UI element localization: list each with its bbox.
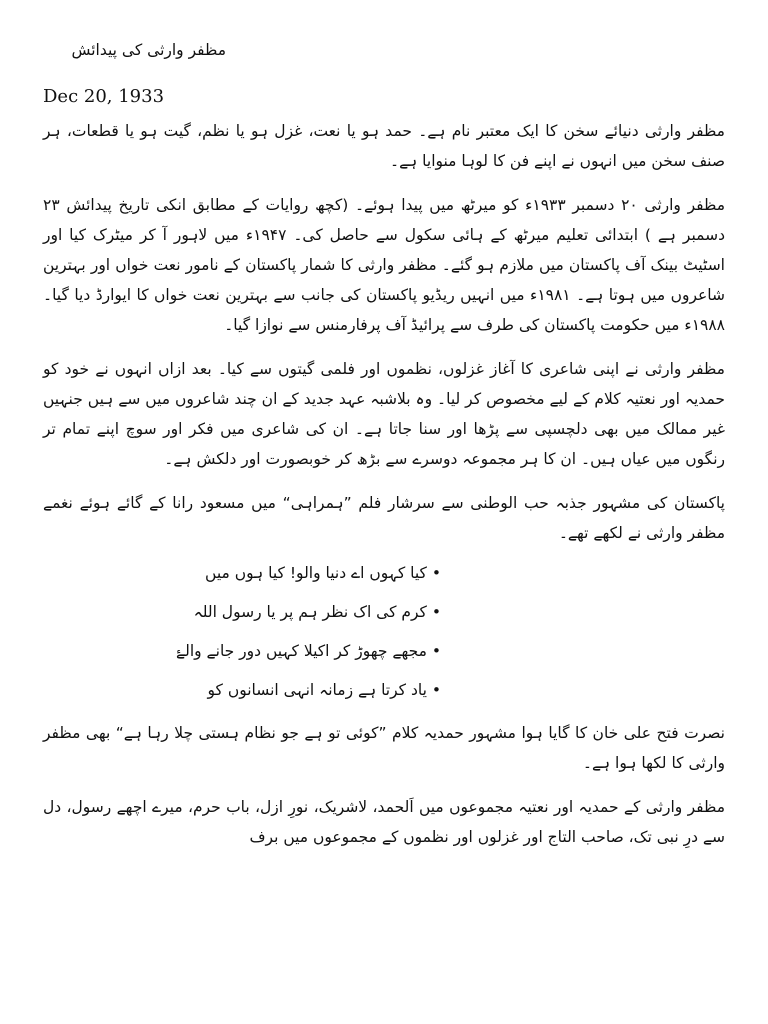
birth-date: Dec 20, 1933 [43,86,165,107]
paragraph-film-songs: پاکستان کی مشہور جذبہ حب الوطنی سے سرشار فلم ”ہمراہی“ میں مسعود رانا کے گائے ہوئے نغمے مظفر وارثی نے لکھے تھے۔ [43,494,725,542]
paragraph-nusrat: نصرت فتح علی خان کا گایا ہوا مشہور حمدیہ کلام ”کوئی تو ہے جو نظام ہستی چلا رہا ہے“ بھی مظفر وارثی کا لکھا ہوا ہے۔ [43,724,725,772]
article-title: مظفر وارثی کی پیدائش [71,41,226,59]
list-item: • یاد کرتا ہے زمانہ انہی انسانوں کو [207,681,441,699]
paragraph-poetry: مظفر وارثی نے اپنی شاعری کا آغاز غزلوں، نظموں اور فلمی گیتوں سے کیا۔ بعد ازاں انہوں نے خود کو حمدیہ اور نعتیہ کلام کے لیے مخصوص کر لیا۔ وہ بلاشبہ عہد جدید کے ان چند شاعروں میں سے ہیں جنہیں غیر ممالک میں بھی دلچسپی سے پڑھا اور سنا جاتا ہے۔ ان کی شاعری میں فکر اور سوچ اپنے تمام تر رنگوں میں عیاں ہیں۔ ان کا ہر مجموعہ دوسرے سے بڑھ کر خوبصورت اور دلکش ہے۔ [43,360,725,468]
list-item: • کرم کی اک نظر ہم پر یا رسول اللہ [193,603,441,621]
list-item: • کیا کہوں اے دنیا والو! کیا ہوں میں [205,564,441,582]
paragraph-intro: مظفر وارثی دنیائے سخن کا ایک معتبر نام ہے۔ حمد ہو یا نعت، غزل ہو یا نظم، گیت ہو یا قطعات، ہر صنف سخن میں انہوں نے اپنے فن کا لوہا منوایا ہے۔ [43,122,725,170]
list-item: • مجھے چھوڑ کر اکیلا کہیں دور جانے والۓ [176,642,441,660]
article [43,40,725,866]
song-list [43,562,725,701]
paragraph-collections: مظفر وارثی کے حمدیہ اور نعتیہ مجموعوں میں اَلحمد، لاشریک، نورِ ازل، باب حرم، میرے اچھے رسول، دل سے درِ نبی تک، صاحب التاج اور غزلوں اور نظموں کے مجموعوں میں برف [43,798,725,846]
paragraph-biography: مظفر وارثی ۲۰ دسمبر ۱۹۳۳ء کو میرٹھ میں پیدا ہوئے۔ (کچھ روایات کے مطابق انکی تاریخ پیدائش ۲۳ دسمبر ہے ) ابتدائی تعلیم میرٹھ کے ہائی سکول سے حاصل کی۔ ۱۹۴۷ء میں لاہور آ کر میٹرک کیا اور اسٹیٹ بینک آف پاکستان میں ملازم ہو گئے۔ مظفر وارثی کا شمار پاکستان کے نامور نعت خواں اور بہترین شاعروں میں ہوتا ہے۔ ۱۹۸۱ء میں انہیں ریڈیو پاکستان کی جانب سے بہترین نعت خواں کا ایوارڈ دیا گیا۔ ۱۹۸۸ء میں حکومت پاکستان کی طرف سے پرائیڈ آف پرفارمنس سے نوازا گیا۔ [43,196,725,334]
